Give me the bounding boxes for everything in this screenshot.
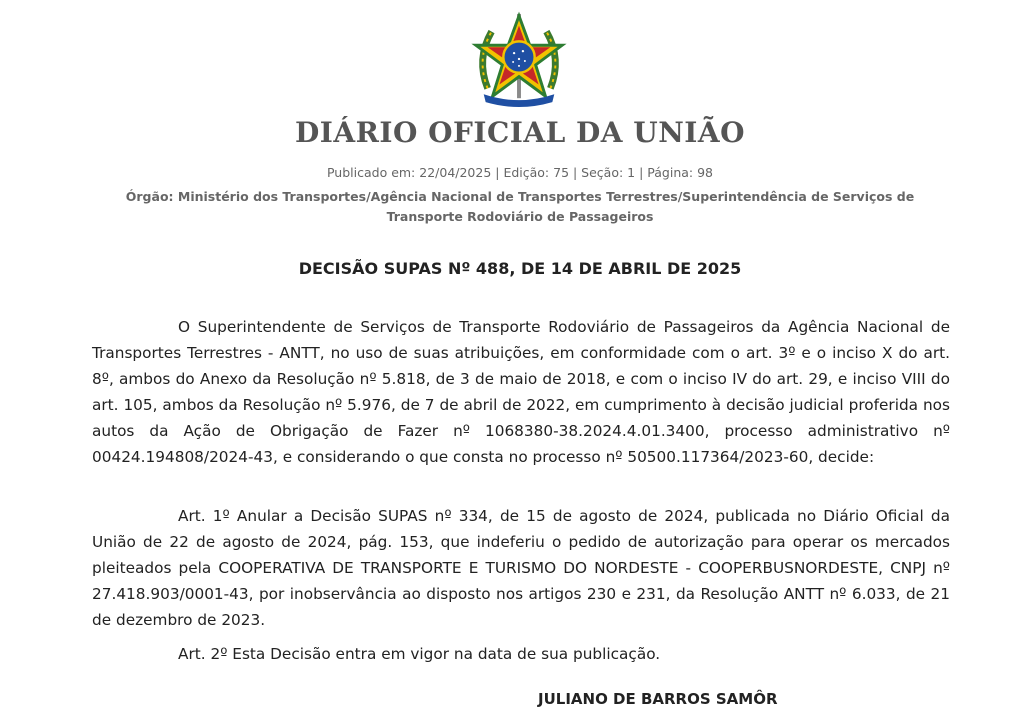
paragraph-art-2 bbox=[92, 641, 950, 667]
paragraph-text: Art. 1º Anular a Decisão SUPAS nº 334, de 15 de agosto de 2024, publicada no Diário Oficial da União de 22 de agosto de 2024, pág. 153, que indeferiu o pedido de autorização para operar os mercados pleiteados pela COOPERATIVA DE TRANSPORTE E TURISMO DO NORDESTE - COOPERBUSNORDESTE, CNPJ nº 27.418.903/0001-43, por inobservância ao disposto nos artigos 230 e 231, da Resolução ANTT nº 6.033, de 21 de dezembro de 2023. bbox=[92, 507, 950, 629]
orgao-line: Órgão: Ministério dos Transportes/Agência Nacional de Transportes Terrestres/Superintendência de Serviços de Transporte Rodoviário de Passageiros bbox=[125, 189, 915, 224]
journal-title: DIÁRIO OFICIAL DA UNIÃO bbox=[295, 116, 745, 149]
paragraph-preamble bbox=[92, 314, 950, 470]
paragraph-text: O Superintendente de Serviços de Transporte Rodoviário de Passageiros da Agência Nacional de Transportes Terrestres - ANTT, no uso de suas atribuições, em conformidade com o art. 3º e o inciso X do art. 8º, ambos do Anexo da Resolução nº 5.818, de 3 de maio de 2018, e com o inciso IV do art. 29, e inciso VIII do art. 105, ambos da Resolução nº 5.976, de 7 de abril de 2022, em cumprimento à decisão judicial proferida nos autos da Ação de Obrigação de Fazer nº 1068380-38.2024.4.01.3400, processo administrativo nº 00424.194808/2024-43, e considerando o que consta no processo nº 50500.117364/2023-60, decide: bbox=[92, 318, 950, 466]
publication-info: Publicado em: 22/04/2025 | Edição: 75 | Seção: 1 | Página: 98 bbox=[326, 165, 714, 180]
paragraph-art-1 bbox=[92, 503, 950, 633]
signature-name: JULIANO DE BARROS SAMÔR bbox=[538, 690, 778, 708]
brazil-coat-of-arms-icon bbox=[470, 10, 568, 108]
decision-title: DECISÃO SUPAS Nº 488, DE 14 DE ABRIL DE 2025 bbox=[298, 259, 742, 278]
paragraph-text: Art. 2º Esta Decisão entra em vigor na data de sua publicação. bbox=[178, 645, 661, 663]
